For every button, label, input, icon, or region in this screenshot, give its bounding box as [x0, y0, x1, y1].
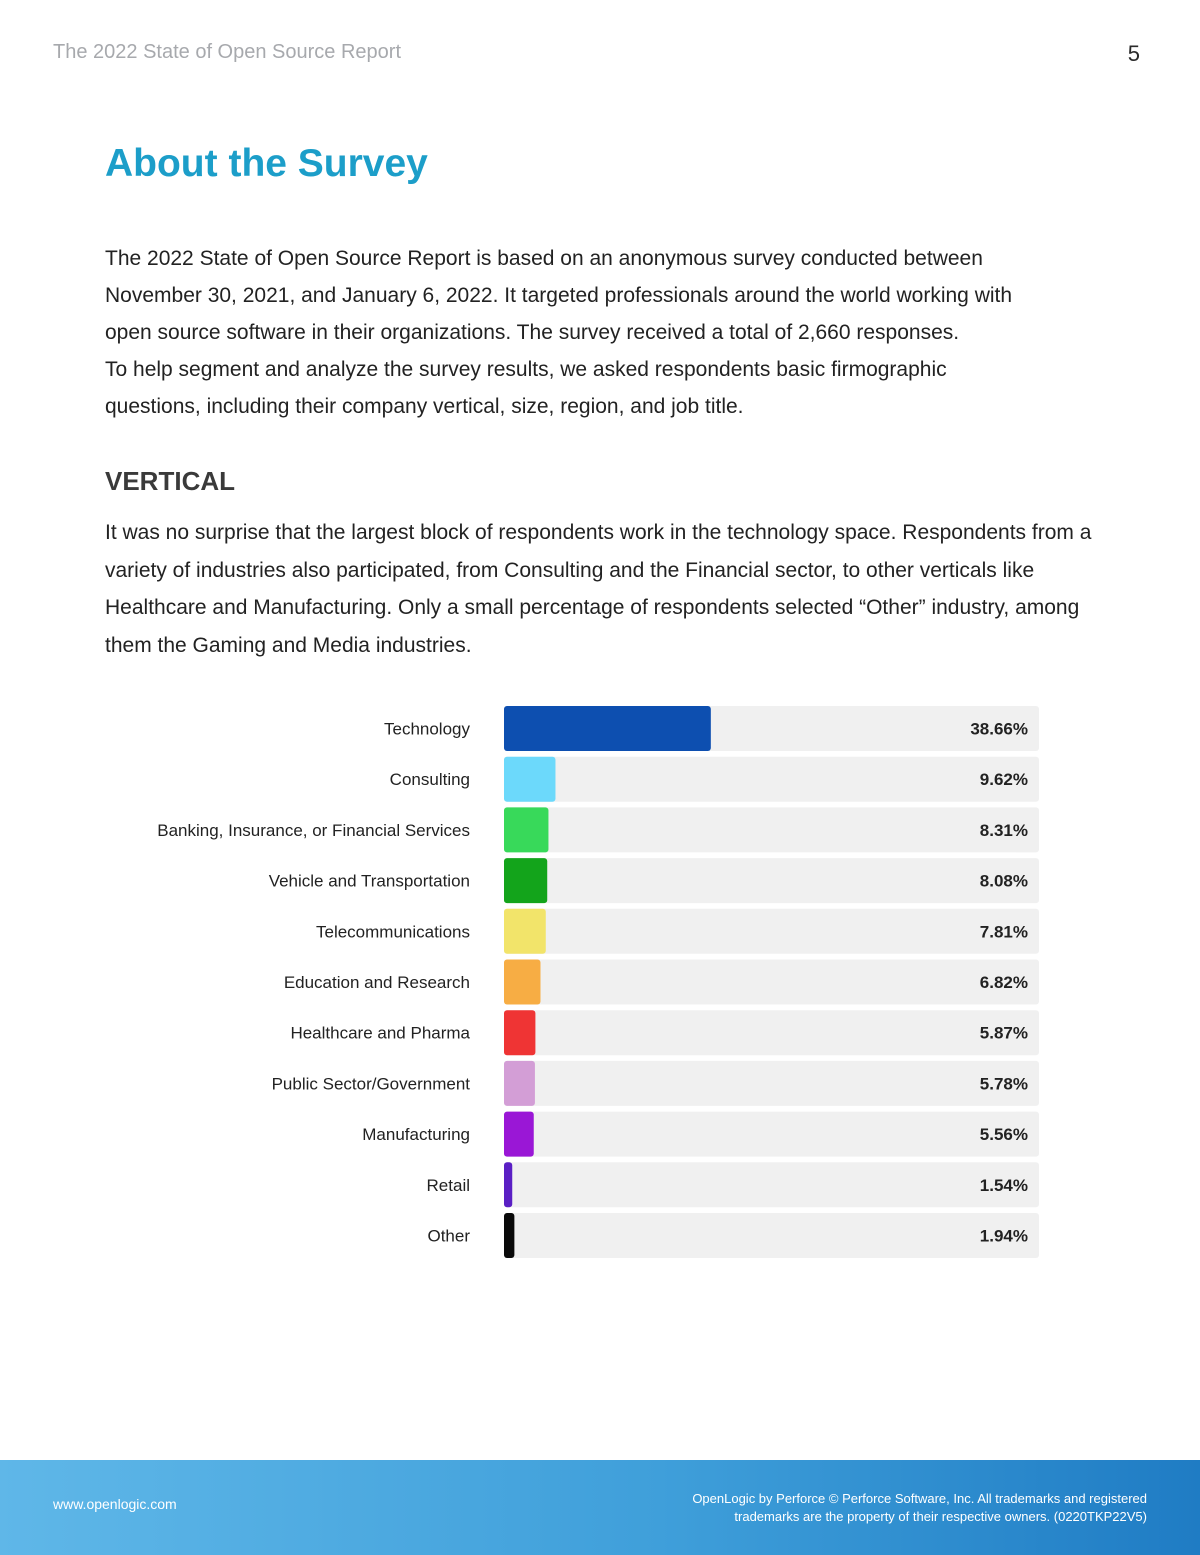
category-label: Technology [383, 719, 470, 739]
bar [504, 706, 711, 751]
category-label: Manufacturing [362, 1125, 470, 1145]
intro-line: open source software in their organizations. The survey received a total of 2,660 responses. [105, 321, 960, 344]
footer [0, 1460, 1200, 1555]
intro-line: The 2022 State of Open Source Report is based on an anonymous survey conducted between [105, 247, 983, 270]
category-label: Public Sector/Government [271, 1074, 470, 1094]
category-label: Telecommunications [315, 922, 470, 942]
category-label: Banking, Insurance, or Financial Services [157, 820, 470, 840]
bar-track [504, 1213, 1039, 1258]
bar-track [504, 1112, 1039, 1157]
value-label: 38.66% [970, 719, 1028, 739]
footer-legal-line: trademarks are the property of their respective owners. (0220TKP22V5) [734, 1509, 1147, 1524]
bar-track [504, 909, 1039, 954]
category-label: Education and Research [283, 973, 470, 992]
page-title: About the Survey [105, 142, 428, 185]
bar-track [504, 807, 1039, 852]
bar-track [504, 858, 1039, 903]
bar [504, 909, 546, 954]
value-label: 8.08% [979, 871, 1028, 891]
section-heading: VERTICAL [105, 466, 235, 496]
bar-track [504, 960, 1039, 1005]
category-label: Vehicle and Transportation [268, 871, 470, 891]
value-label: 5.56% [979, 1125, 1028, 1145]
footer-url[interactable]: www.openlogic.com [53, 1496, 177, 1512]
category-label: Retail [426, 1175, 470, 1195]
value-label: 5.87% [979, 1023, 1028, 1043]
intro-line: November 30, 2021, and January 6, 2022. It targeted professionals around the world working with [105, 284, 1013, 307]
intro-paragraph [105, 240, 1105, 425]
value-label: 8.31% [979, 820, 1028, 840]
bar-track [504, 1010, 1039, 1055]
bar [504, 1213, 514, 1258]
value-label: 1.94% [979, 1226, 1028, 1246]
bar-track [504, 1162, 1039, 1207]
intro-line: To help segment and analyze the survey results, we asked respondents basic firmographic [105, 358, 947, 381]
category-label: Other [427, 1226, 470, 1246]
footer-legal-line: OpenLogic by Perforce © Perforce Software, Inc. All trademarks and registered [692, 1491, 1147, 1506]
running-head: The 2022 State of Open Source Report [53, 41, 401, 63]
bar [504, 1112, 534, 1157]
value-label: 7.81% [979, 922, 1028, 942]
page-number: 5 [1127, 41, 1140, 66]
bar [504, 960, 540, 1005]
value-label: 9.62% [979, 770, 1028, 790]
bar [504, 1010, 535, 1055]
bar [504, 1061, 535, 1106]
section-body: It was no surprise that the largest block of respondents work in the technology space. Respondents from a variety of industries also participated, from Consulting and the Financial sector, to other verticals like Healthcare and Manufacturing. Only a small percentage of respondents selected “Other” industry, among them the Gaming and Media industries. [105, 521, 1092, 657]
bar [504, 757, 555, 802]
footer-legal [692, 1490, 1147, 1526]
intro-line: questions, including their company vertical, size, region, and job title. [105, 395, 744, 418]
category-label: Consulting [389, 770, 470, 790]
value-label: 1.54% [979, 1175, 1028, 1195]
bar [504, 807, 548, 852]
bar [504, 1162, 512, 1207]
bar-track [504, 757, 1039, 802]
value-label: 5.78% [979, 1074, 1028, 1094]
bar-track [504, 1061, 1039, 1106]
vertical-bar-chart [0, 700, 1200, 1270]
category-label: Healthcare and Pharma [290, 1023, 470, 1043]
bar [504, 858, 547, 903]
value-label: 6.82% [979, 973, 1028, 992]
